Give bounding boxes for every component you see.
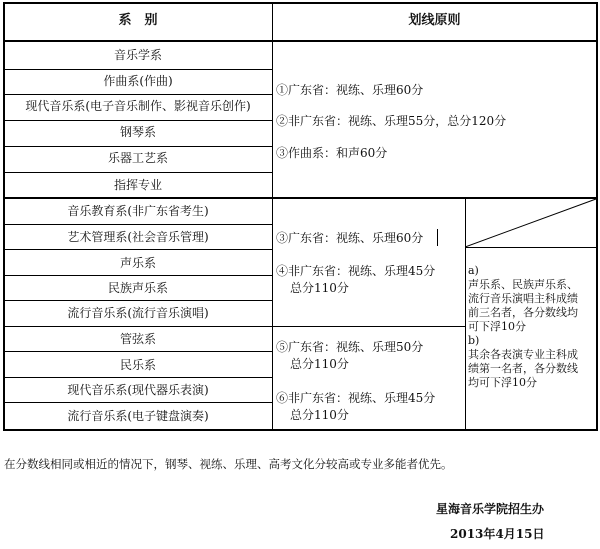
group-divider-2	[3, 326, 465, 327]
footer-note: 在分数线相同或相近的情况下，钢琴、视练、乐理、高考文化分较高或专业多能者优先。	[4, 457, 453, 471]
principle-line: 总分110分	[290, 408, 349, 422]
row-line	[3, 146, 272, 147]
row-line	[3, 351, 272, 352]
row-line	[3, 377, 272, 378]
table-border-bottom	[3, 429, 598, 431]
department-cell: 现代音乐系(现代器乐表演)	[67, 383, 209, 397]
principle-line: ④非广东省：视练、乐理45分	[276, 264, 436, 278]
principle-line: ②非广东省：视练、乐理55分，总分120分	[276, 114, 507, 128]
principle-line: ⑤广东省：视练、乐理50分	[276, 340, 424, 354]
principle-line: 总分110分	[290, 357, 349, 371]
row-line	[3, 275, 272, 276]
date: 2013年4月15日	[450, 527, 545, 541]
diagonal-slash	[465, 198, 597, 248]
row-line	[3, 94, 272, 95]
department-cell: 民族声乐系	[107, 281, 168, 295]
principle-line: ①广东省：视练、乐理60分	[276, 83, 424, 97]
table-border-top	[3, 2, 598, 4]
department-cell: 流行音乐系(流行音乐演唱)	[67, 306, 209, 320]
signature: 星海音乐学院招生办	[436, 502, 545, 516]
department-cell: 音乐教育系(非广东省考生)	[67, 204, 209, 218]
department-cell: 声乐系	[119, 256, 156, 270]
department-cell: 钢琴系	[119, 125, 156, 139]
principle-line: ③广东省：视练、乐理60分	[276, 231, 424, 245]
principle-line: ⑥非广东省：视练、乐理45分	[276, 391, 436, 405]
department-cell: 作曲系(作曲)	[103, 74, 173, 88]
department-cell: 指挥专业	[113, 178, 162, 192]
row-line	[3, 120, 272, 121]
header-department: 系 别	[118, 13, 158, 28]
department-cell: 流行音乐系(电子键盘演奏)	[67, 409, 209, 423]
row-line	[3, 249, 272, 250]
department-cell: 管弦系	[119, 332, 156, 346]
column-divider	[272, 2, 273, 431]
department-cell: 民乐系	[119, 358, 156, 372]
department-cell: 音乐学系	[113, 48, 162, 62]
department-cell: 艺术管理系(社会音乐管理)	[67, 230, 209, 244]
header-principle: 划线原则	[408, 13, 461, 28]
text-cursor	[437, 229, 438, 246]
row-line	[3, 172, 272, 173]
principle-line: 总分110分	[290, 281, 349, 295]
header-divider	[3, 40, 598, 42]
principle-line: ③作曲系：和声60分	[276, 146, 388, 160]
row-line	[3, 300, 272, 301]
row-line	[3, 69, 272, 70]
department-cell: 乐器工艺系	[107, 151, 168, 165]
side-note: a) 声乐系、民族声乐系、 流行音乐演唱主科成绩 前三名者，各分数线均 可下浮10分 b) 其余各表演专业主科成 绩第一名者，各分数线 均可下浮10分	[468, 264, 578, 389]
department-cell: 现代音乐系(电子音乐制作、影视音乐创作)	[25, 99, 251, 113]
row-line	[3, 224, 272, 225]
row-line	[3, 402, 272, 403]
